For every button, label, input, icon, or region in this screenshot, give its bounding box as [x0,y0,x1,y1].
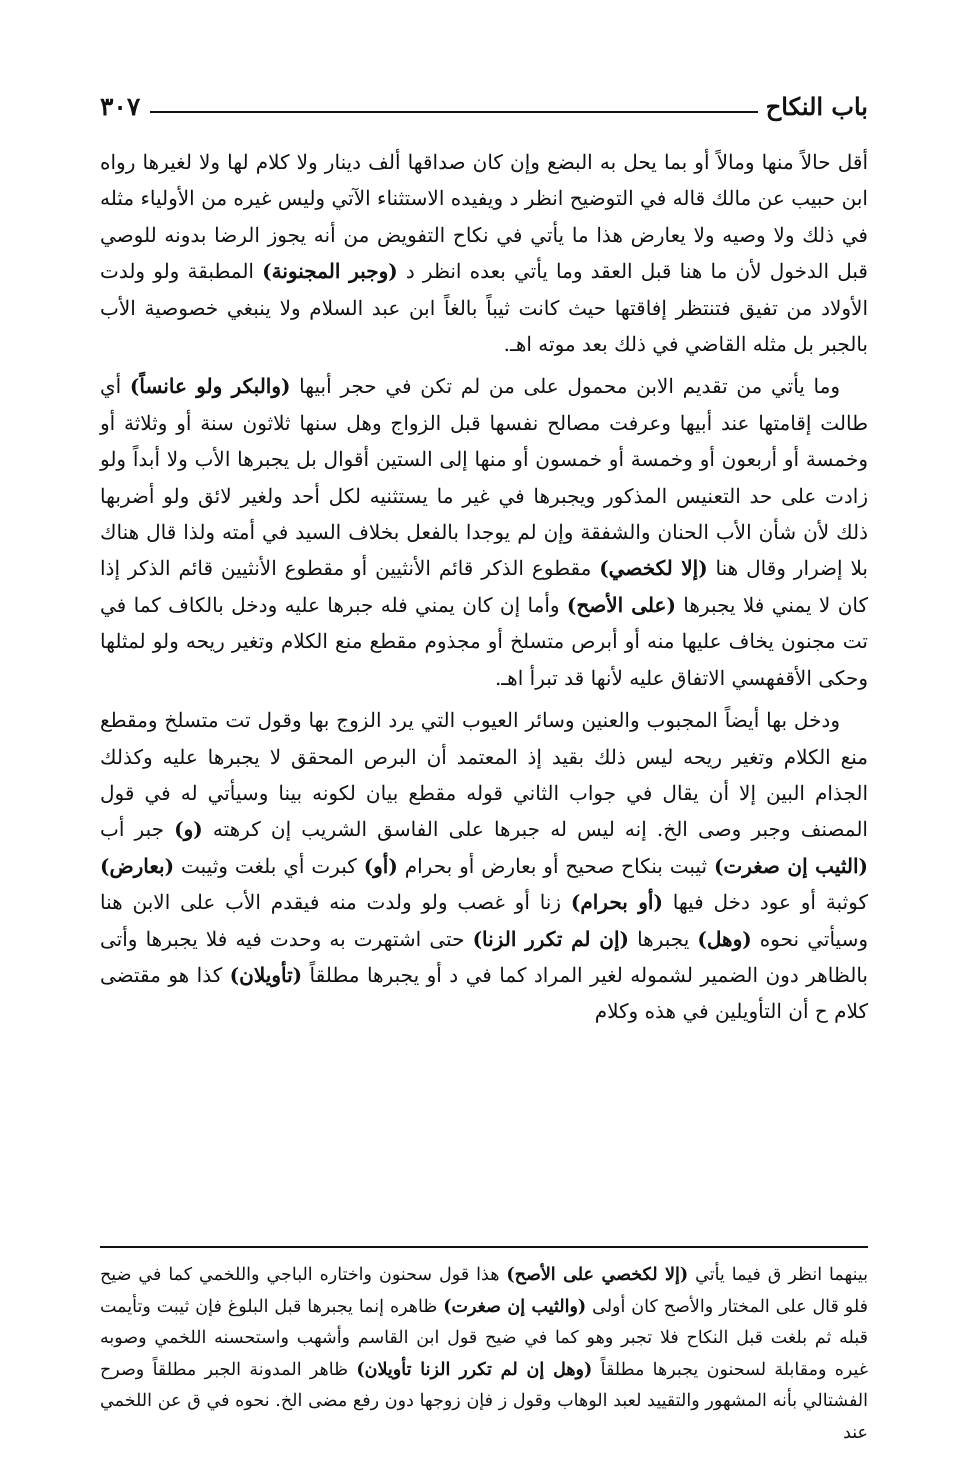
text-run: كذا هو مقتضى كلام ح أن التأويلين في هذه وكلام [100,962,868,1024]
text-run: جبر أب [100,817,175,842]
bold-term: (الثيب إن صغرت) [713,853,868,878]
text-run: مقطوع الذكر قائم الأنثيين أو مقطوع الأنثيين قائم الذكر إذا كان لا يمني فلا يجبرها [100,556,869,617]
text-run: أقل حالاً منها ومالاً أو بما يحل به البضع وإن كان صداقها ألف دينار ولا كلام لها ولا لغيرها رواه ابن حبيب عن مالك قاله في التوضيح انظر د ويفيده الاستثناء الآتي وليس غيره من الأولياء مثله في ذلك ولا وصيه ولا يعارض هذا ما يأتي في نكاح التفويض من أنه يجوز الرضا بدونه للوصي قبل الدخول لأن ما هنا قبل العقد وما يأتي بعده انظر د [100,150,868,284]
bold-term: (و) [174,817,203,842]
text-run: بينهما انظر ق فيما يأتي [688,1265,868,1285]
footnote [100,1260,868,1449]
bold-term: (والثيب إن صغرت) [443,1296,587,1317]
text-run: وأما إن كان يمني فله جبرها عليه ودخل بالكاف كما في تت مجنون يخاف عليها منه أو أبرص متسلخ أو مجذوم مقطع منع الكلام وتغير ريحه ولو لمثلها وحكى الأقفهسي الاتفاق عليه لأنها قد تبرأ اهـ. [100,592,868,690]
page-header [100,86,868,126]
chapter-title: باب النكاح [765,91,868,121]
bold-term: (تأويلان) [229,962,303,987]
bold-term: (وجبر المجنونة) [262,259,398,284]
text-run: المطبقة ولو ولدت الأولاد من تفيق فتنتظر إفاقتها حيث كانت ثيباً بالغاً ابن عبد السلام ولا ينبغي خصوصية الأب بالجبر بل مثله القاضي في ذلك بعد موته اهـ. [100,259,868,357]
text-run: يجبرها [628,926,698,951]
bold-term: (بعارض) [100,853,175,878]
bold-term: (وهل) [697,926,752,951]
footnote-separator [100,1246,868,1248]
text-run: وما يأتي من تقديم الابن محمول على من لم تكن في حجر أبيها [290,374,841,399]
paragraph-1 [100,144,868,362]
bold-term: (والبكر ولو عانساً) [129,374,291,399]
text-run: ودخل بها أيضاً المجبوب والعنين وسائر العيوب التي يرد الزوج بها وقول تت متسلخ ومقطع منع الكلام وتغير ريحه ليس ذلك بقيد إذ المعتمد أن البرص المحقق لا يجبرها عليه وكذلك الجذام البين إلا أن يقال في جواب الثاني قوله مقطع بيان لكونه بينا وسيأتي له في قول المصنف وجبر وصى الخ. إنه ليس له جبرها على الفاسق الشريب إن كرهته [100,708,868,842]
bold-term: (إن لم تكرر الزنا) [472,926,629,951]
bold-term: (وهل إن لم تكرر الزنا تأويلان) [356,1359,593,1380]
book-page [100,86,868,1466]
text-run: ظاهره إنما يجبرها قبل البلوغ فإن ثيبت وتأيمت قبله ثم بلغت قبل النكاح فلا تجبر وهو كما في ضيح قول ابن القاسم وأشهب واستحسنه اللخمي وصوبه غيره ومقابلة لسحنون يجبرها مطلقاً [100,1296,868,1380]
footnote-paragraph [100,1260,868,1449]
paragraph-2 [100,368,868,696]
bold-term: (أو) [363,853,398,878]
text-run: زنا أو غصب ولو ولدت منه فيقدم الأب على الابن هنا وسيأتي نحوه [100,890,868,951]
text-run: كبرت أي بلغت وثيبت [174,853,364,878]
bold-term: (إلا لكخصي على الأصح) [506,1265,689,1285]
text-run: حتى اشتهرت به وحدت فيه فلا يجبرها وأتى بالظاهر دون الضمير لشموله لغير المراد كما في د أو يجبرها مطلقاً [100,926,869,987]
text-run: ثيبت بنكاح صحيح أو بعارض أو بحرام [397,853,714,878]
page-number: ٣٠٧ [100,91,141,121]
header-rule [150,111,758,113]
text-run: أي طالت إقامتها عند أبيها وعرفت مصالح نفسها قبل الزواج وهل سنها ثلاثون سنة أو وثلاثة أو وخمسة أو أربعون أو وخمسة أو خمسون أو منها إلى الستين أقوال بل يجبرها الأب ولا أبداً ولو زادت على حد التعنيس المذكور ويجبرها في غير ما يستثنيه لكل أحد ولغير لائق ولو أضربها ذلك لأن شأن الأب الحنان والشفقة وإن لم يوجدا بالفعل بخلاف السيد في أمته ولذا قال هناك بلا إضرار وقال هنا [100,374,868,581]
bold-term: (أو بحرام) [570,890,663,915]
paragraph-3 [100,702,868,1030]
bold-term: (إلا لكخصي) [599,556,708,581]
text-run: كوثبة أو عود دخل فيها [662,890,869,915]
main-text [100,144,868,1030]
text-run: ظاهر المدونة الجبر مطلقاً وصرح الفشتالي بأنه المشهور والتقييد لعبد الوهاب وقول ز فإن زوجها دون رفع مضى الخ. نحوه في ق عن اللخمي عند [100,1359,868,1443]
bold-term: (على الأصح) [566,592,676,617]
text-run: هذا قول سحنون واختاره الباجي واللخمي كما في ضيح فلو قال على المختار والأصح كان أولى [100,1265,868,1317]
